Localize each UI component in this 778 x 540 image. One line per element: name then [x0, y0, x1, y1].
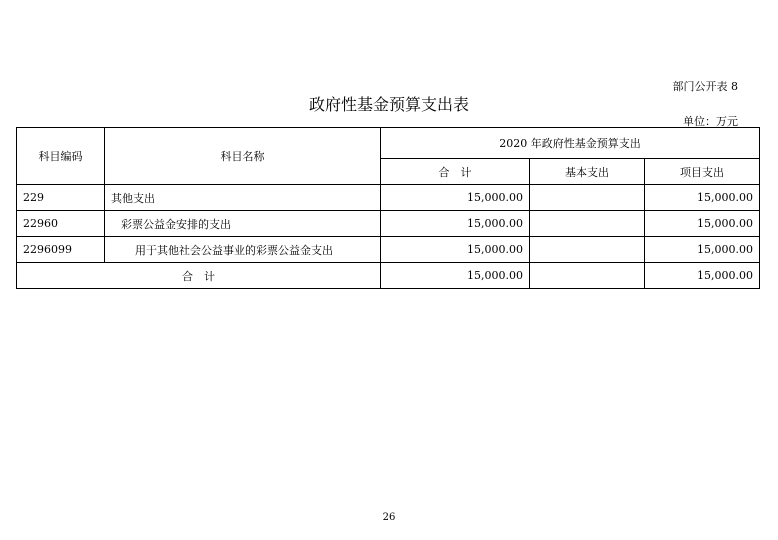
row-total: 15,000.00 — [381, 237, 530, 263]
page-number: 26 — [382, 512, 396, 523]
row-total: 15,000.00 — [381, 211, 530, 237]
row-basic — [530, 185, 645, 211]
row-basic — [530, 211, 645, 237]
table-row — [17, 237, 760, 263]
table-row — [17, 185, 760, 211]
footer-basic — [530, 263, 645, 289]
footer-project: 15,000.00 — [645, 263, 760, 289]
footer-label: 合 计 — [17, 263, 381, 289]
column-header-code: 科目编码 — [17, 128, 105, 185]
unit-label: 单位：万元 — [683, 115, 738, 128]
row-code: 229 — [17, 185, 105, 211]
row-name: 彩票公益金安排的支出 — [105, 211, 381, 237]
row-project: 15,000.00 — [645, 185, 760, 211]
row-name: 用于其他社会公益事业的彩票公益金支出 — [105, 237, 381, 263]
column-header-basic: 基本支出 — [530, 159, 645, 185]
column-header-total: 合 计 — [381, 159, 530, 185]
page-title: 政府性基金预算支出表 — [308, 95, 469, 114]
row-project: 15,000.00 — [645, 237, 760, 263]
table-number-label: 部门公开表 8 — [672, 80, 738, 93]
column-header-name: 科目名称 — [105, 128, 381, 185]
row-code: 2296099 — [17, 237, 105, 263]
table-footer-row — [17, 263, 760, 289]
column-header-project: 项目支出 — [645, 159, 760, 185]
group-header: 2020 年政府性基金预算支出 — [381, 128, 760, 159]
footer-total: 15,000.00 — [381, 263, 530, 289]
row-code: 22960 — [17, 211, 105, 237]
row-project: 15,000.00 — [645, 211, 760, 237]
budget-table — [16, 127, 760, 289]
row-name: 其他支出 — [105, 185, 381, 211]
row-total: 15,000.00 — [381, 185, 530, 211]
table-row — [17, 211, 760, 237]
row-basic — [530, 237, 645, 263]
